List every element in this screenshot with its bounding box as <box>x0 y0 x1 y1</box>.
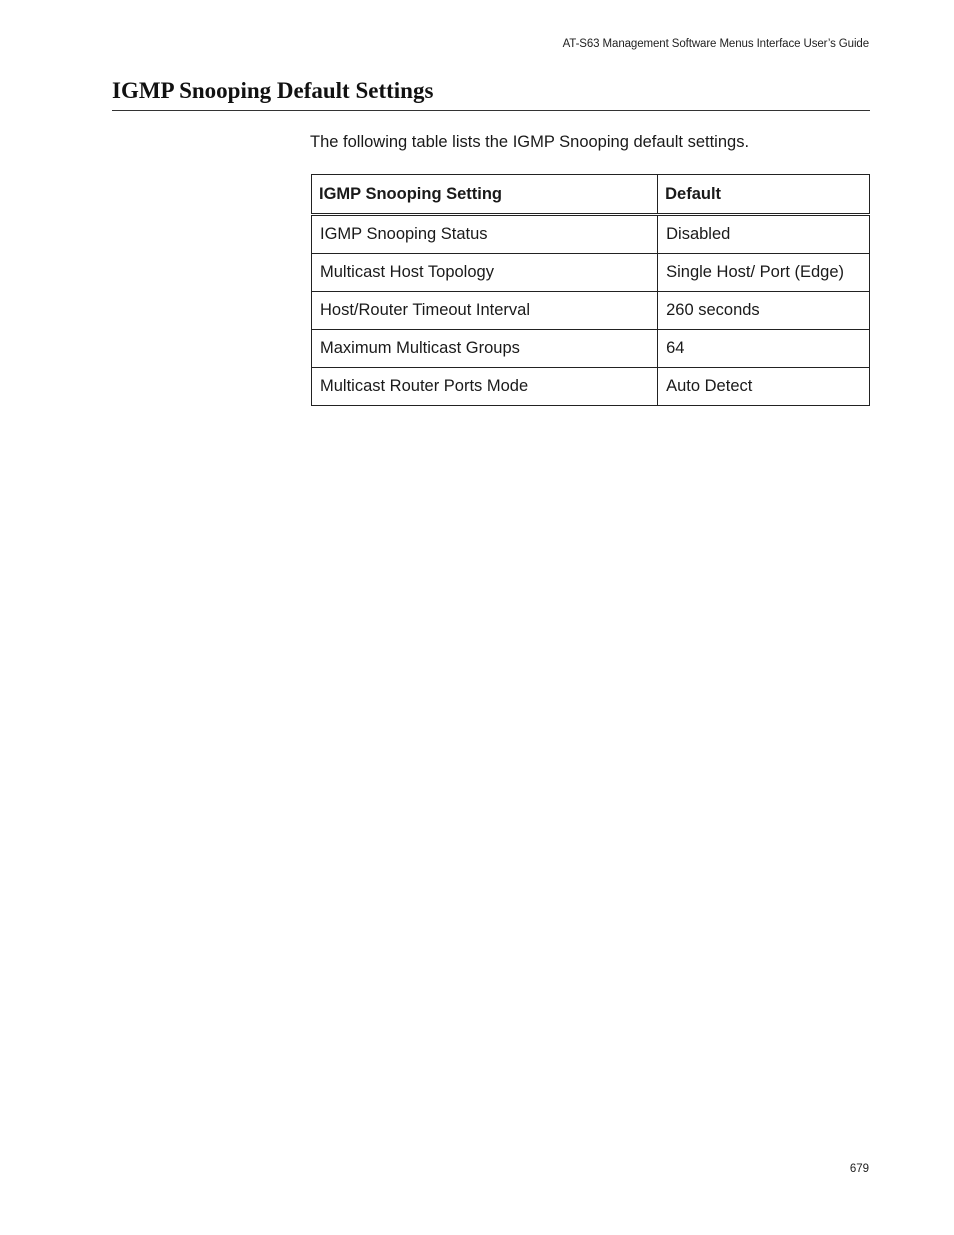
default-cell: Single Host/ Port (Edge) <box>658 254 870 292</box>
table-row <box>312 368 870 406</box>
setting-cell: Host/Router Timeout Interval <box>312 292 658 330</box>
title-rule <box>112 110 870 111</box>
default-cell: Disabled <box>658 215 870 254</box>
default-cell: Auto Detect <box>658 368 870 406</box>
table-header-row <box>312 175 870 215</box>
intro-paragraph: The following table lists the IGMP Snooping default settings. <box>310 133 750 151</box>
column-header-setting: IGMP Snooping Setting <box>312 175 658 215</box>
default-cell: 260 seconds <box>658 292 870 330</box>
setting-cell: IGMP Snooping Status <box>312 215 658 254</box>
table-row <box>312 254 870 292</box>
running-header: AT-S63 Management Software Menus Interface User’s Guide <box>562 38 869 50</box>
setting-cell: Multicast Host Topology <box>312 254 658 292</box>
setting-cell: Multicast Router Ports Mode <box>312 368 658 406</box>
setting-cell: Maximum Multicast Groups <box>312 330 658 368</box>
page-number: 679 <box>849 1163 869 1175</box>
table-row <box>312 292 870 330</box>
table-row <box>312 330 870 368</box>
table-row <box>312 215 870 254</box>
column-header-default: Default <box>658 175 870 215</box>
defaults-table <box>311 174 870 406</box>
section-title: IGMP Snooping Default Settings <box>112 78 434 103</box>
default-cell: 64 <box>658 330 870 368</box>
